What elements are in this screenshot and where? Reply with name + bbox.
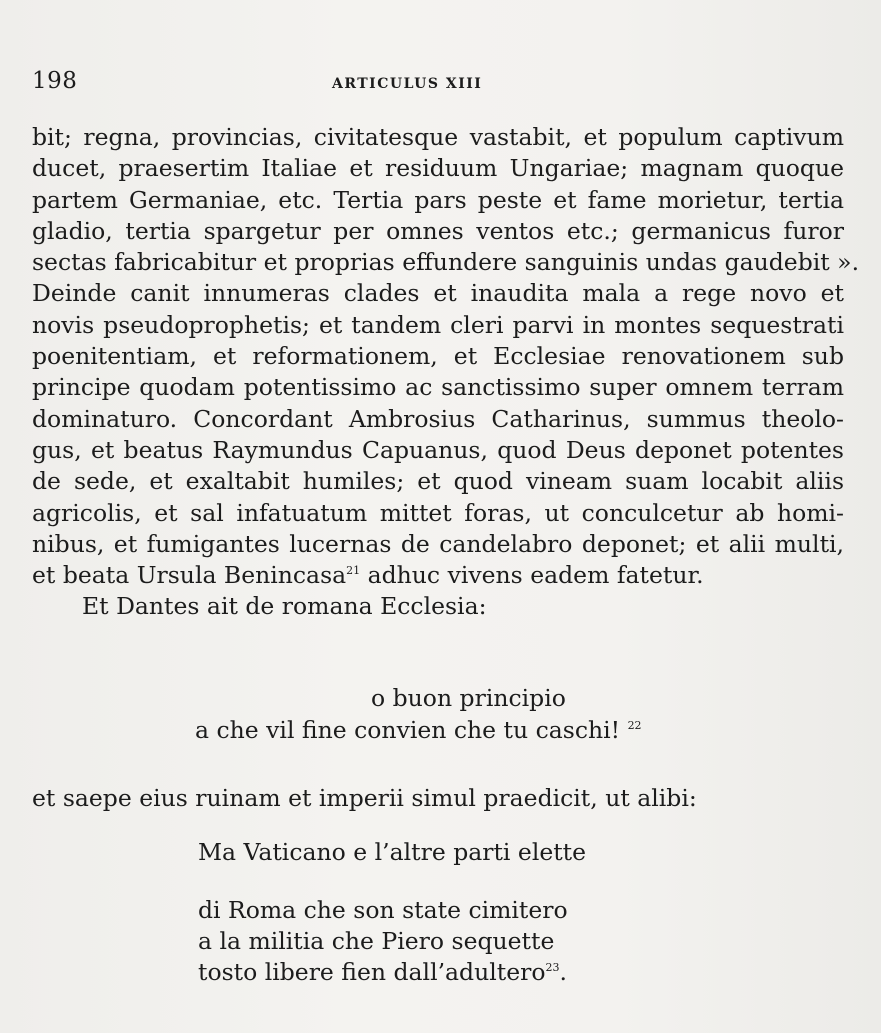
quote-text: a che vil fine convien che tu caschi! <box>195 716 621 744</box>
text-line: dominaturo. Concordant Ambrosius Catharinus, summus theolo- <box>32 404 844 433</box>
page-header <box>32 62 842 94</box>
footnote-ref: 22 <box>627 719 642 732</box>
quote-line <box>195 716 642 744</box>
text-line: poenitentiam, et reformationem, et Ecclesiae renovationem sub <box>32 342 844 371</box>
quote-line: di Roma che son state cimitero <box>198 896 568 924</box>
text-line: gladio, tertia spargetur per omnes ventos etc.; germanicus furor <box>32 216 844 245</box>
quote-line <box>198 958 567 986</box>
text-line: de sede, et exaltabit humiles; et quod vineam suam locabit aliis <box>32 467 844 496</box>
quote-end: . <box>559 958 567 986</box>
text-line: agricolis, et sal infatuatum mittet foras, ut conculcetur ab homi- <box>32 498 844 527</box>
body-text <box>32 122 860 623</box>
quote-line: Ma Vaticano e l’altre parti elette <box>198 838 587 866</box>
text-line: sectas fabricabitur et proprias effundere sanguinis undas gaudebit ». <box>32 248 860 277</box>
text-fragment: adhuc vivens eadem fatetur. <box>360 561 704 590</box>
quote-line: a la militia che Piero sequette <box>198 927 555 955</box>
quote-text: tosto libere fien dall’adultero <box>198 958 546 986</box>
text-line: novis pseudoprophetis; et tandem cleri parvi in montes sequestrati <box>32 310 844 339</box>
running-head: ARTICULUS XIII <box>332 76 483 92</box>
text-line: ducet, praesertim Italiae et residuum Ungariae; magnam quoque <box>32 154 844 183</box>
footnote-ref: 23 <box>545 961 560 974</box>
paragraph-alibi: et saepe eius ruinam et imperii simul praedicit, ut alibi: <box>32 784 697 812</box>
quote-line: o buon principio <box>371 684 566 712</box>
text-line: partem Germaniae, etc. Tertia pars peste et fame morietur, tertia <box>32 185 844 214</box>
text-line: nibus, et fumigantes lucernas de candelabro deponet; et alii multi, <box>32 529 844 558</box>
text-line <box>32 560 844 591</box>
text-line: principe quodam potentissimo ac sanctissimo super omnem terram <box>32 373 844 402</box>
text-line: gus, et beatus Raymundus Capuanus, quod Deus deponet potentes <box>32 435 844 464</box>
page-number: 198 <box>32 68 78 94</box>
paragraph-dante: Et Dantes ait de romana Ecclesia: <box>82 592 487 621</box>
footnote-ref: 21 <box>346 564 361 578</box>
text-line: Deinde canit innumeras clades et inaudita mala a rege novo et <box>32 279 844 308</box>
text-fragment: et beata Ursula Benincasa <box>32 561 347 590</box>
text-line: bit; regna, provincias, civitatesque vastabit, et populum captivum <box>32 123 844 151</box>
